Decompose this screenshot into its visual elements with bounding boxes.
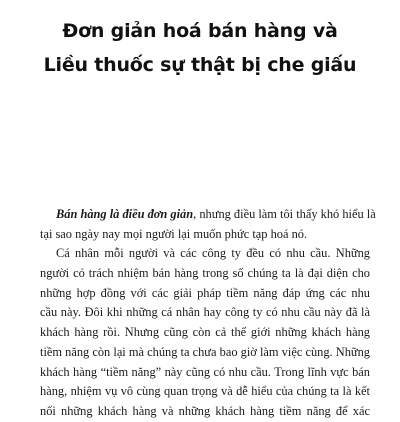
paragraph-2-line-1 (40, 244, 370, 264)
bold-lead-phrase: Bán hàng là điều đơn giản (56, 207, 194, 221)
paragraph-line: hàng, nhiệm vụ vô cùng quan trọng và dễ hiểu của chúng ta là kết (40, 384, 370, 399)
paragraph-line: khách hàng “tiềm năng” này cũng có nhu cầu. Trong lĩnh vực bán (40, 364, 370, 379)
paragraph-line: người có trách nhiệm bán hàng trong số chúng ta là đại diện cho (40, 266, 370, 281)
paragraph-3-start: Những (335, 246, 370, 261)
paragraph-line: nối những khách hàng và những khách hàng tiềm năng để xác (40, 403, 370, 418)
body-text (40, 205, 376, 422)
paragraph-line: khách hàng rồi. Nhưng cũng còn cả thế giới những khách hàng (40, 325, 370, 340)
chapter-title-line-2: Liều thuốc sự thật bị che giấu (43, 54, 357, 76)
paragraph-1-line-1 (40, 205, 376, 225)
paragraph-line: cầu này. Đôi khi những cá nhân hay công ty có nhu cầu này đã là (40, 305, 370, 320)
paragraph-line: tiềm năng còn lại mà chúng ta chưa bao giờ làm việc cùng. Những (40, 344, 370, 359)
chapter-title (0, 14, 400, 82)
paragraph-line: những hợp đồng với các giải pháp tiềm năng đáp ứng các nhu (40, 285, 370, 300)
paragraph-1-line-2: tại sao ngày nay mọi người lại muốn phức tạp hoá nó. (40, 226, 308, 241)
chapter-title-line-1: Đơn giản hoá bán hàng và (62, 20, 338, 42)
paragraph-1-line-1-rest: , nhưng điều làm tôi thấy khó hiểu là (193, 207, 376, 221)
paragraph-2-text: Cá nhân mỗi người và các công ty đều có nhu cầu. (56, 246, 331, 261)
